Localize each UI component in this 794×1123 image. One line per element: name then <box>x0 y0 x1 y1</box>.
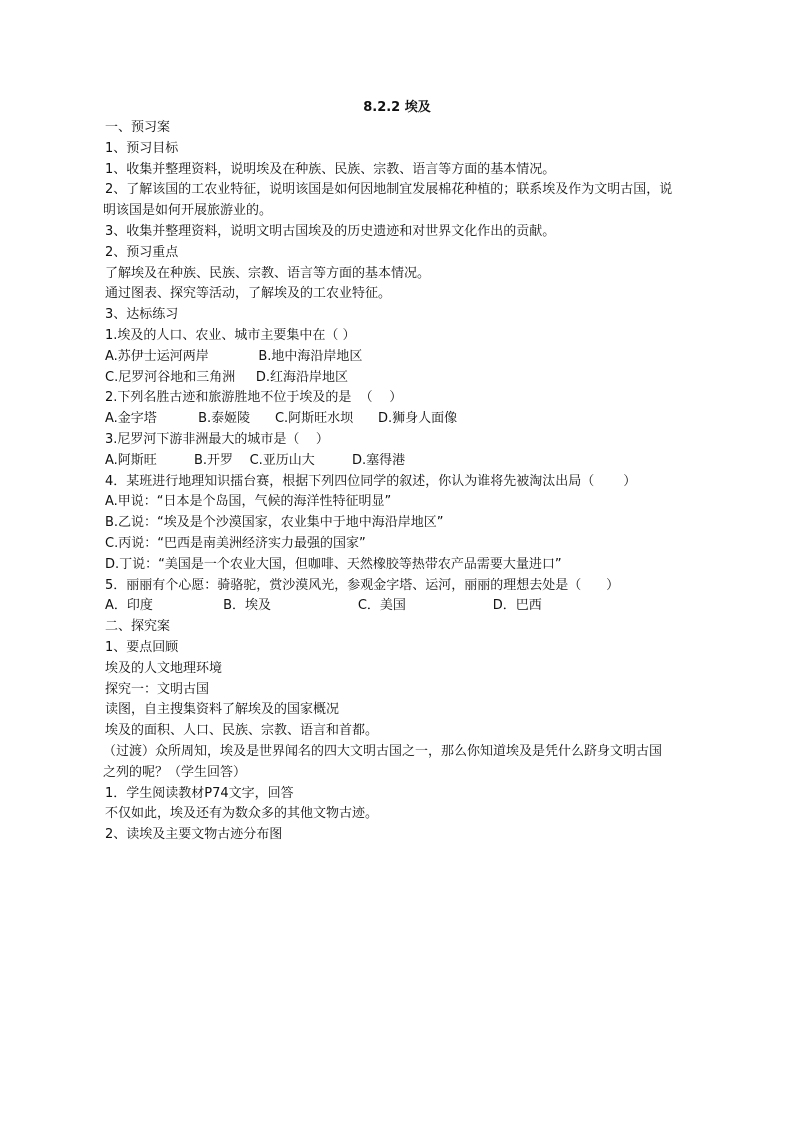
question-2: 2.下列名胜古迹和旅游胜地不位于埃及的是 （ ） <box>105 390 403 406</box>
question-5-options: A．印度 B．埃及 C．美国 D．巴西 <box>105 598 542 614</box>
inquiry-1-task: 读图，自主搜集资料了解埃及的国家概况 <box>105 702 340 718</box>
key-point-1: 了解埃及在种族、民族、宗教、语言等方面的基本情况。 <box>105 265 431 281</box>
question-5: 5．丽丽有个心愿：骑骆驼，赏沙漠风光，参观金字塔、运河，丽丽的理想去处是（ ） <box>105 577 620 593</box>
transition-text: （过渡）众所周知，埃及是世界闻名的四大文明古国之一，那么你知道埃及是凭什么跻身文明古国 <box>103 743 663 759</box>
goal-item-1: 1、收集并整理资料，说明埃及在种族、民族、宗教、语言等方面的基本情况。 <box>105 161 556 177</box>
subheading-goals: 1、预习目标 <box>105 140 179 156</box>
question-1-options-ab: A.苏伊士运河两岸 B.地中海沿岸地区 <box>105 348 363 364</box>
goal-item-3: 3、收集并整理资料，说明文明古国埃及的历史遗迹和对世界文化作出的贡献。 <box>105 223 556 239</box>
document-body <box>105 118 725 846</box>
question-4-option-c: C.丙说：“巴西是南美洲经济实力最强的国家” <box>105 535 366 551</box>
question-1-options-cd: C.尼罗河谷地和三角洲 D.红海沿岸地区 <box>105 369 349 385</box>
review-topic: 埃及的人文地理环境 <box>105 660 223 676</box>
question-4: 4．某班进行地理知识擂台赛，根据下列四位同学的叙述，你认为谁将先被淘汰出局（ ） <box>105 473 637 489</box>
question-3: 3.尼罗河下游非洲最大的城市是（ ） <box>105 431 329 447</box>
question-1: 1.埃及的人口、农业、城市主要集中在（ ） <box>105 327 356 343</box>
goal-item-2: 2、了解该国的工农业特征，说明该国是如何因地制宜发展棉花种植的；联系埃及作为文明古国，说 <box>105 182 673 198</box>
question-4-option-b: B.乙说：“埃及是个沙漠国家，农业集中于地中海沿岸地区” <box>105 515 444 531</box>
inquiry-1-detail: 埃及的面积、人口、民族、宗教、语言和首都。 <box>105 723 379 739</box>
subheading-review: 1、要点回顾 <box>105 639 179 655</box>
transition-text-cont: 之列的呢？（学生回答） <box>103 764 247 780</box>
inquiry-1-title: 探究一：文明古国 <box>105 681 210 697</box>
map-reading-task: 2、读埃及主要文物古迹分布图 <box>105 827 283 843</box>
question-4-option-a: A.甲说：“日本是个岛国，气候的海洋性特征明显” <box>105 494 392 510</box>
reading-note: 不仅如此，埃及还有为数众多的其他文物古迹。 <box>105 806 379 822</box>
question-4-option-d: D.丁说：“美国是一个农业大国，但咖啡、天然橡胶等热带农产品需要大量进口” <box>105 556 562 572</box>
question-3-options: A.阿斯旺 B.开罗 C.亚历山大 D.塞得港 <box>105 452 406 468</box>
subheading-key-points: 2、预习重点 <box>105 244 179 260</box>
section-heading-inquiry: 二、探究案 <box>105 619 171 635</box>
subheading-practice: 3、达标练习 <box>105 307 179 323</box>
key-point-2: 通过图表、探究等活动，了解埃及的工农业特征。 <box>105 286 392 302</box>
document-title: 8.2.2 埃及 <box>363 100 431 115</box>
section-heading-preview: 一、预习案 <box>105 120 171 135</box>
reading-task: 1．学生阅读教材P74文字，回答 <box>105 785 294 801</box>
goal-item-2-cont: 明该国是如何开展旅游业的。 <box>103 203 273 219</box>
question-2-options: A.金字塔 B.泰姬陵 C.阿斯旺水坝 D.狮身人面像 <box>105 411 458 427</box>
